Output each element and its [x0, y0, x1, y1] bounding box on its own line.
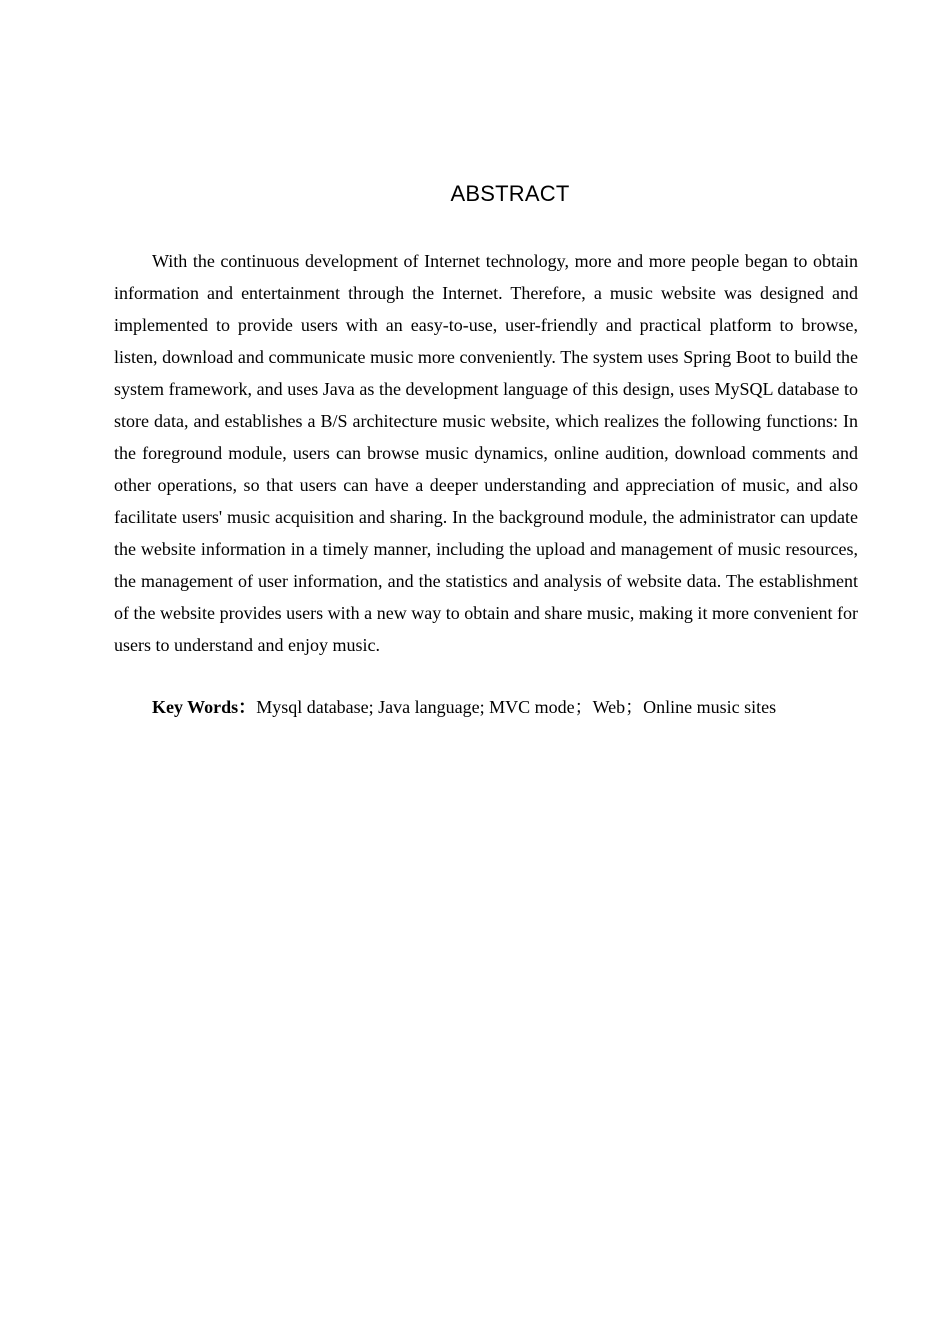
keywords-text: Mysql database; Java language; MVC mode；Web；Online music sites [256, 697, 777, 717]
abstract-title: ABSTRACT [450, 181, 570, 206]
keywords-label: Key Words： [152, 697, 257, 717]
abstract-body-paragraph: With the continuous development of Internet technology, more and more people began to obtain information and entertainment through the Internet. Therefore, a music website was designed and implemented to provide users with an easy-to-use, user-friendly and practical platform to browse, listen, download and communicate music more conveniently. The system uses Spring Boot to build the system framework, and uses Java as the development language of this design, uses MySQL database to store data, and establishes a B/S architecture music website, which realizes the following functions: In the foreground module, users can browse music dynamics, online audition, download comments and other operations, so that users can have a deeper understanding and appreciation of music, and also facilitate users' music acquisition and sharing. In the background module, the administrator can update the website information in a timely manner, including the upload and management of music resources, the management of user information, and the statistics and analysis of website data. The establishment of the website provides users with a new way to obtain and share music, making it more convenient for users to understand and enjoy music. [114, 251, 858, 655]
keywords-line [114, 691, 858, 723]
